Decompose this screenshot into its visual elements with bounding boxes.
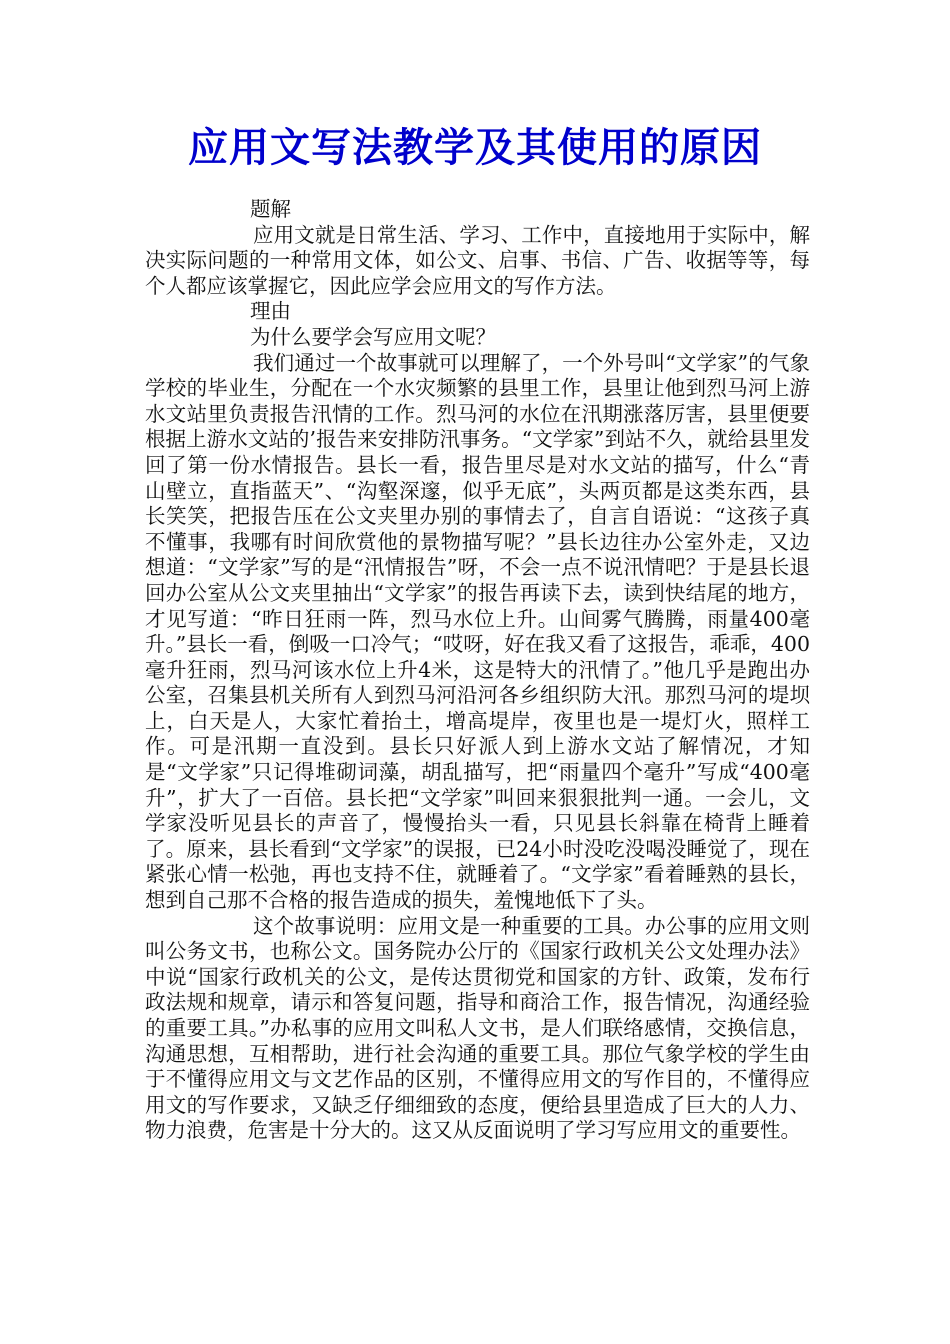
- paragraph-conclusion: 这个故事说明：应用文是一种重要的工具。办公事的应用文则叫公务文书，也称公文。国务院办公厅的《国家行政机关公文处理办法》中说“国家行政机关的公文，是传达贯彻党和国家的方针、政策，发布行政法规和规章，请示和答复问题，指导和商洽工作，报告情况，沟通经验的重要工具。”办私事的应用文叫私人文书，是人们联络感情，交换信息，沟通思想，互相帮助，进行社会沟通的重要工具。那位气象学校的学生由于不懂得应用文与文艺作品的区别，不懂得应用文的写作目的，不懂得应用文的写作要求，又缺乏仔细细致的态度，便给县里造成了巨大的人力、物力浪费，危害是十分大的。这又从反面说明了学习写应用文的重要性。: [145, 913, 810, 1143]
- heading-tijie: 题解: [250, 197, 291, 221]
- document-body: [145, 197, 810, 1144]
- question-line: 为什么要学会写应用文呢？: [250, 324, 496, 349]
- document-title: 应用文写法教学及其使用的原因: [188, 124, 762, 171]
- paragraph-story: 我们通过一个故事就可以理解了，一个外号叫“文学家”的气象学校的毕业生，分配在一个水灾频繁的县里工作，县里让他到烈马河上游水文站里负责报告汛情的工作。烈马河的水位在汛期涨落厉害，县里便要根据上游水文站的’报告来安排防汛事务。“文学家”到站不久，就给县里发回了第一份水情报告。县长一看，报告里尽是对水文站的描写，什么“青山壁立，直指蓝天”、“沟壑深邃，似乎无底”，头两页都是这类东西，县长笑笑，把报告压在公文夹里办别的事情去了，自言自语说：“这孩子真不懂事，我哪有时间欣赏他的景物描写呢？”县长边往办公室外走，又边想道：“文学家”写的是“汛情报告”呀，不会一点不说汛情吧？于是县长退回办公室从公文夹里抽出“文学家”的报告再读下去，读到快结尾的地方，才见写道：“昨日狂雨一阵，烈马水位上升。山间雾气腾腾，雨量400毫升。”县长一看，倒吸一口冷气；“哎呀，好在我又看了这报告，乖乖，400毫升狂雨，烈马河该水位上升4米，这是特大的汛情了。”他几乎是跑出办公室，召集县机关所有人到烈马河沿河各乡组织防大汛。那烈马河的堤坝上，白天是人，大家忙着抬土，增高堤岸，夜里也是一堤灯火，照样工作。可是汛期一直没到。县长只好派人到上游水文站了解情况，才知是“文学家”只记得堆砌词藻，胡乱描写，把“雨量四个毫升”写成“400毫升”，扩大了一百倍。县长把“文学家”叫回来狠狠批判一通。一会儿，文学家没听见县长的声音了，慢慢抬头一看，只见县长斜靠在椅背上睡着了。原来，县长看到“文学家”的误报，已24小时没吃没喝没睡觉了，现在紧张心情一松弛，再也支持不住，就睡着了。“文学家”看着睡熟的县长，想到自己那不合格的报告造成的损失，羞愧地低下了头。: [145, 350, 810, 913]
- paragraph-tijie: 应用文就是日常生活、学习、工作中，直接地用于实际中，解决实际问题的一种常用文体，如公文、启事、书信、广告、收据等等，每个人都应该掌握它，因此应学会应用文的写作方法。: [145, 222, 810, 298]
- heading-liyou: 理由: [250, 299, 291, 324]
